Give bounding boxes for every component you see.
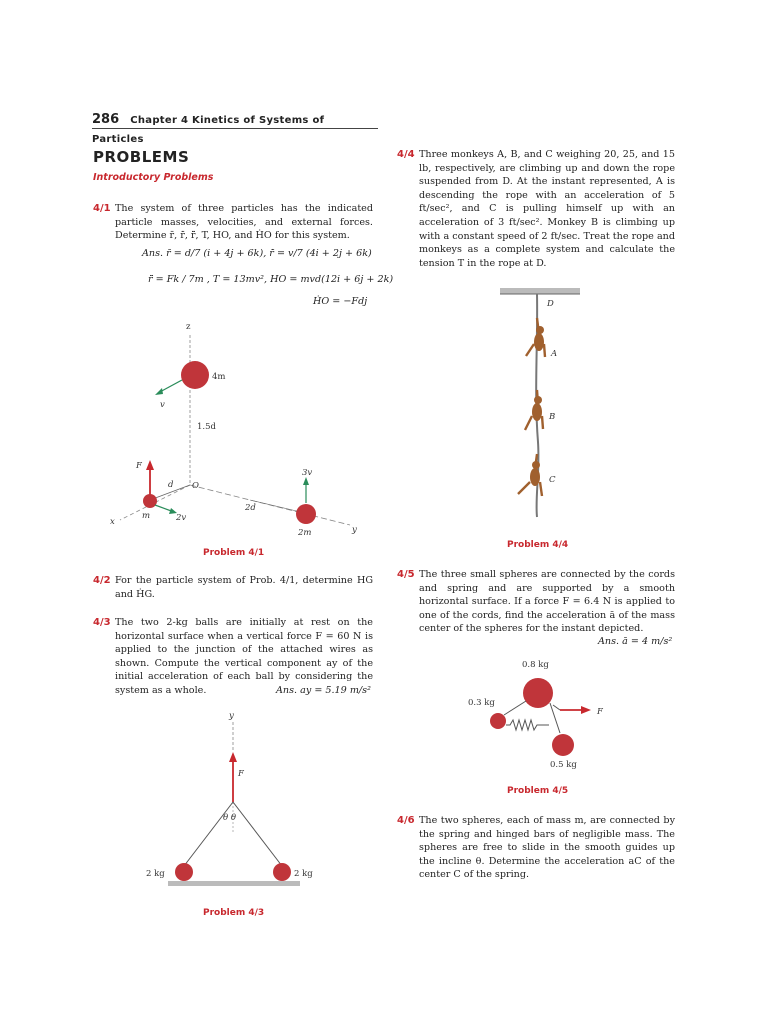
problem-4-6 <box>397 814 675 882</box>
problem-text: The two 2-kg balls are initially at rest on the horizontal surface when a vertical force F = 60 N is applied to the junction of the attached wires as shown. Compute the vertical component ay of the initial acceleration of each ball by considering the system as a whole. <box>115 617 373 696</box>
y-axis-label: y <box>352 525 357 535</box>
figure-4-3 <box>140 710 340 890</box>
section-title: PROBLEMS <box>93 148 190 166</box>
answer-4-1-line1: Ans. r̄ = d/7 (i + 4j + 6k), r̄̇ = v/7 (4i + 2j + 6k) <box>142 248 372 259</box>
height-label: 1.5d <box>197 422 216 432</box>
mass-label-4m: 4m <box>212 372 226 382</box>
problem-number: 4/6 <box>397 815 415 826</box>
mass-label-2m: 2m <box>298 528 312 538</box>
problem-number: 4/4 <box>397 149 415 160</box>
left-mass-label: 2 kg <box>146 869 165 879</box>
z-axis-label: z <box>186 322 191 332</box>
velocity-label-v: v <box>160 400 165 410</box>
distance-label-2d: 2d <box>245 503 256 513</box>
mass-label-08kg: 0.8 kg <box>522 660 549 670</box>
monkey-label-C: C <box>549 475 556 485</box>
mass-label-m: m <box>142 511 151 521</box>
caption-problem-4-5: Problem 4/5 <box>507 786 569 796</box>
force-label-F: F <box>597 707 603 717</box>
force-label-F: F <box>238 769 244 779</box>
answer-4-3: Ans. ay = 5.19 m/s² <box>276 685 371 696</box>
problem-text: For the particle system of Prob. 4/1, determine HG and ḢG. <box>115 575 373 600</box>
problem-4-1 <box>93 202 373 243</box>
problem-4-5 <box>397 568 675 636</box>
monkey-label-A: A <box>551 349 558 359</box>
right-mass-label: 2 kg <box>294 869 313 879</box>
mass-label-05kg: 0.5 kg <box>550 760 577 770</box>
monkey-b <box>525 390 543 430</box>
caption-problem-4-3: Problem 4/3 <box>203 908 265 918</box>
force-label-F: F <box>136 461 142 471</box>
problem-number: 4/3 <box>93 617 111 628</box>
velocity-label-3v: 3v <box>302 468 313 478</box>
problem-text: The three small spheres are connected by the cords and spring and are supported by a smooth horizontal surface. If a force F = 6.4 N is applied to one of the cords, find the acceleration ā of the mass center of the spheres for the instant depicted. <box>419 569 675 635</box>
problem-text: Three monkeys A, B, and C weighing 20, 25, and 15 lb, respectively, are climbing up and down the rope suspended from D. At the instant represented, A is descending the rope with an acceleration of 5 ft/sec², and C is pulling himself up with an acceleration of 3 ft/sec². Monkey B is climbing up with a constant speed of 2 ft/sec. Treat the rope and monkeys as a complete system and calculate the tension T in the rope at D. <box>419 149 675 269</box>
figure-4-5 <box>460 655 640 775</box>
answer-4-5: Ans. ā = 4 m/s² <box>598 636 673 647</box>
problem-number: 4/5 <box>397 569 415 580</box>
answer-4-1-line3: ḢO = −Fdj <box>313 296 368 307</box>
page-number: 286 <box>92 112 120 127</box>
velocity-label-2v: 2v <box>176 513 187 523</box>
figure-4-1 <box>100 315 390 545</box>
support-label-D: D <box>547 299 554 309</box>
caption-problem-4-4: Problem 4/4 <box>507 540 569 550</box>
angle-label-theta: θ θ <box>223 813 236 823</box>
problem-number: 4/1 <box>93 203 111 214</box>
chapter-title: Chapter 4 Kinetics of Systems of Particles <box>92 115 325 145</box>
mass-label-03kg: 0.3 kg <box>468 698 495 708</box>
problem-4-2 <box>93 574 373 601</box>
problem-number: 4/2 <box>93 575 111 586</box>
figure-4-4 <box>485 282 605 522</box>
origin-label-O: O <box>192 481 199 491</box>
problem-text: The two spheres, each of mass m, are connected by the spring and hinged bars of negligible mass. The spheres are free to slide in the smooth guides up the incline θ. Determine the acceleration aC of the center C of the spring. <box>419 815 675 881</box>
monkey-a <box>526 318 545 357</box>
running-header <box>92 108 378 145</box>
answer-4-1-line2: r̄̈ = Fk / 7m , T = 13mv², HO = mvd(12i + 6j + 2k) <box>148 274 394 285</box>
caption-problem-4-1: Problem 4/1 <box>203 548 265 558</box>
distance-label-d: d <box>168 480 174 490</box>
section-subtitle: Introductory Problems <box>93 172 214 183</box>
x-axis-label: x <box>110 517 115 527</box>
monkey-label-B: B <box>549 412 556 422</box>
y-axis-label: y <box>229 711 234 721</box>
problem-text: The system of three particles has the indicated particle masses, velocities, and external forces. Determine r̄, r̄̇, r̄̈, T, HO, and ḢO for this system. <box>115 203 373 242</box>
problem-4-4 <box>397 148 675 270</box>
